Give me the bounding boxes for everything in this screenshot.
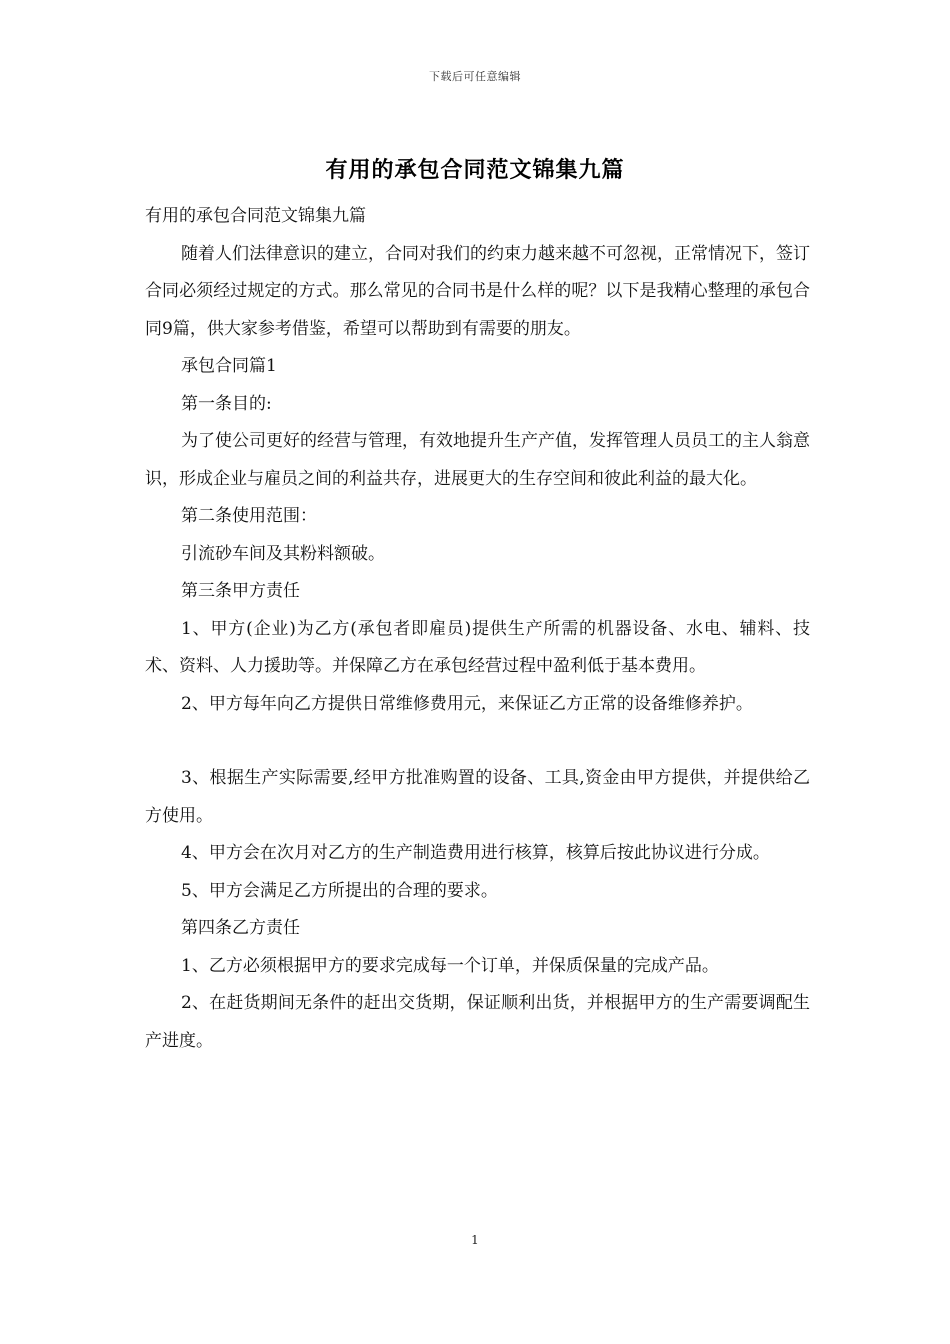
document-title: 有用的承包合同范文锦集九篇 xyxy=(325,158,625,183)
paragraph-article-3-item-3: 3、根据生产实际需要,经甲方批准购置的设备、工具,资金由甲方提供，并提供给乙方使用。 xyxy=(145,768,810,826)
paragraph-section-heading: 承包合同篇1 xyxy=(181,356,277,376)
paragraph-intro: 随着人们法律意识的建立，合同对我们的约束力越来越不可忽视，正常情况下，签订合同必须经过规定的方式。那么常见的合同书是什么样的呢？以下是我精心整理的承包合同9篇，供大家参考借鉴，希望可以帮助到有需要的朋友。 xyxy=(145,243,810,339)
paragraph-article-2-heading: 第二条使用范围： xyxy=(181,506,317,526)
paragraph-article-4-item-2: 2、在赶货期间无条件的赶出交货期，保证顺利出货，并根据甲方的生产需要调配生产进度。 xyxy=(145,993,810,1051)
document-body xyxy=(145,198,810,1060)
paragraph-article-3-item-5: 5、甲方会满足乙方所提出的合理的要求。 xyxy=(181,880,498,901)
paragraph-article-4-item-1: 1、乙方必须根据甲方的要求完成每一个订单，并保质保量的完成产品。 xyxy=(181,955,719,976)
paragraph-article-4-heading: 第四条乙方责任 xyxy=(181,918,300,938)
paragraph-article-2-body: 引流砂车间及其粉料额破。 xyxy=(181,543,385,564)
paragraph-article-3-item-2: 2、甲方每年向乙方提供日常维修费用元，来保证乙方正常的设备维修养护。 xyxy=(181,693,753,714)
paragraph-article-1-body: 为了使公司更好的经营与管理，有效地提升生产产值，发挥管理人员员工的主人翁意识，形成企业与雇员之间的利益共存，进展更大的生存空间和彼此利益的最大化。 xyxy=(145,431,810,489)
paragraph-article-3-item-4: 4、甲方会在次月对乙方的生产制造费用进行核算，核算后按此协议进行分成。 xyxy=(181,843,770,863)
paragraph-article-1-heading: 第一条目的: xyxy=(181,393,272,414)
paragraph-subtitle: 有用的承包合同范文锦集九篇 xyxy=(145,206,366,226)
page-header-note: 下载后可任意编辑 xyxy=(429,70,521,83)
paragraph-article-3-item-1: 1、甲方(企业)为乙方(承包者即雇员)提供生产所需的机器设备、水电、辅料、技术、资料、人力援助等。并保障乙方在承包经营过程中盈利低于基本费用。 xyxy=(145,618,810,676)
paragraph-article-3-heading: 第三条甲方责任 xyxy=(181,581,300,601)
page-number: 1 xyxy=(471,1233,479,1247)
